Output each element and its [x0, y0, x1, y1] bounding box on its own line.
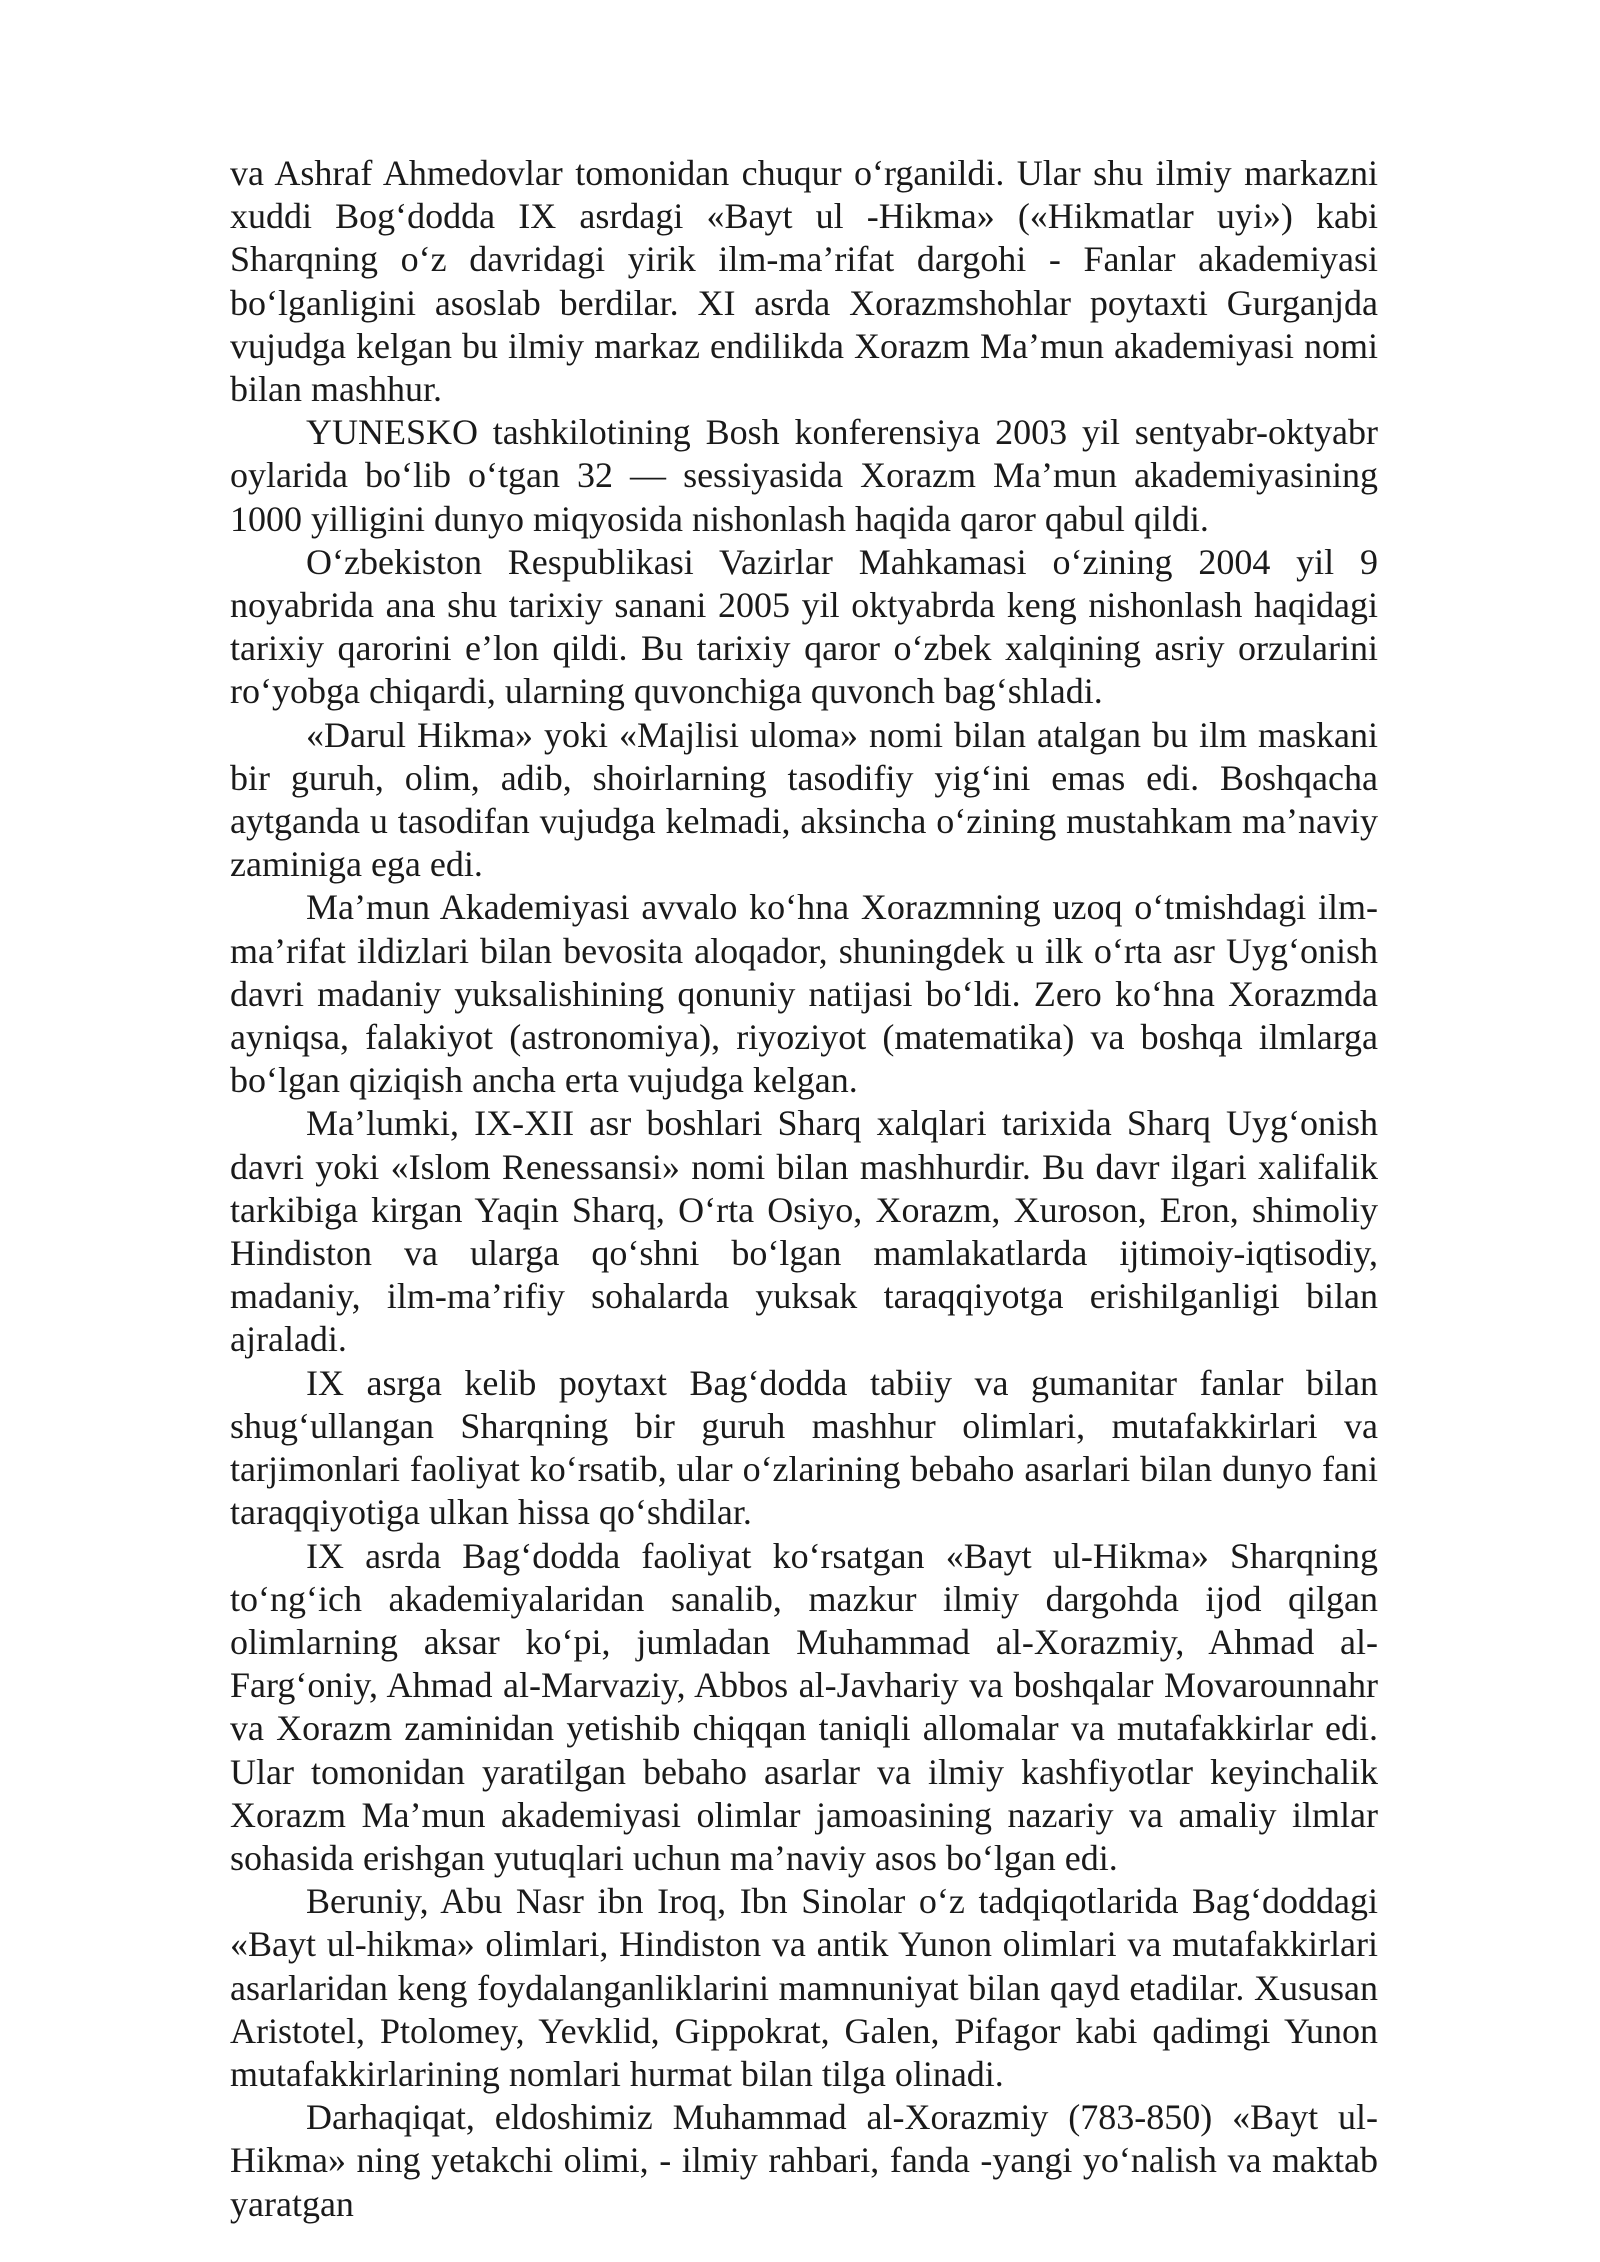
paragraph-cabinet-decree: O‘zbekiston Respublikasi Vazirlar Mahkamasi o‘zining 2004 yil 9 noyabrida ana shu tarixiy sanani 2005 yil oktyabrda keng nishonlash haqidagi tarixiy qarorini e’lon qildi. Bu tarixiy qaror o‘zbek xalqining asriy orzularini ro‘yobga chiqardi, ularning quvonchiga quvonch bag‘shladi. — [230, 541, 1378, 712]
paragraph-unesco: YUNESKO tashkilotining Bosh konferensiya 2003 yil sentyabr-oktyabr oylarida bo‘lib o‘tgan 32 — sessiyasida Xorazm Ma’mun akademiyasining 1000 yilligini dunyo miqyosida nishonlash haqida qaror qabul qildi. — [230, 412, 1378, 539]
document-body — [230, 152, 1378, 2226]
paragraph-continuation: va Ashraf Ahmedovlar tomonidan chuqur o‘rganildi. Ular shu ilmiy markazni xuddi Bog‘dodda IX asrdagi «Bayt ul -Hikma» («Hikmatlar uyi») kabi Sharqning o‘z davridagi yirik ilm-ma’rifat dargohi - Fanlar akademiyasi bo‘lganligini asoslab berdilar. XI asrda Xorazmshohlar poytaxti Gurganjda vujudga kelgan bu ilmiy markaz endilikda Xorazm Ma’mun akademiyasi nomi bilan mashhur. — [230, 153, 1378, 410]
paragraph-xorazmiy: Darhaqiqat, eldoshimiz Muhammad al-Xorazmiy (783-850) «Bayt ul-Hikma» ning yetakchi olimi, - ilmiy rahbari, fanda -yangi yo‘nalish va maktab yaratgan — [230, 2097, 1378, 2224]
paragraph-darul-hikma: «Darul Hikma» yoki «Majlisi uloma» nomi bilan atalgan bu ilm maskani bir guruh, olim, adib, shoirlarning tasodifiy yig‘ini emas edi. Boshqacha aytganda u tasodifan vujudga kelmadi, aksincha o‘zining mustahkam ma’naviy zaminiga ega edi. — [230, 714, 1378, 885]
paragraph-mamun-academy: Ma’mun Akademiyasi avvalo ko‘hna Xorazmning uzoq o‘tmishdagi ilm-ma’rifat ildizlari bilan bevosita aloqador, shuningdek u ilk o‘rta asr Uyg‘onish davri madaniy yuksalishining qonuniy natijasi bo‘ldi. Zero ko‘hna Xorazmda ayniqsa, falakiyot (astronomiya), riyoziyot (matematika) va boshqa ilmlarga bo‘lgan qiziqish ancha erta vujudga kelgan. — [230, 887, 1378, 1101]
paragraph-baghdad-scholars: IX asrga kelib poytaxt Bag‘dodda tabiiy va gumanitar fanlar bilan shug‘ullangan Sharqning bir guruh mashhur olimlari, mutafakkirlari va tarjimonlari faoliyat ko‘rsatib, ular o‘zlarining bebaho asarlari bilan dunyo fani taraqqiyotiga ulkan hissa qo‘shdilar. — [230, 1362, 1378, 1533]
paragraph-beruniy: Beruniy, Abu Nasr ibn Iroq, Ibn Sinolar o‘z tadqiqotlarida Bag‘doddagi «Bayt ul-hikma» olimlari, Hindiston va antik Yunon olimlari va mutafakkirlari asarlaridan keng foydalanganliklarini mamnuniyat bilan qayd etadilar. Xususan Aristotel, Ptolomey, Yevklid, Gippokrat, Galen, Pifagor kabi qadimgi Yunon mutafakkirlarining nomlari hurmat bilan tilga olinadi. — [230, 1881, 1378, 2094]
paragraph-renaissance: Ma’lumki, IX-XII asr boshlari Sharq xalqlari tarixida Sharq Uyg‘onish davri yoki «Islom Renessansi» nomi bilan mashhurdir. Bu davr ilgari xalifalik tarkibiga kirgan Yaqin Sharq, O‘rta Osiyo, Xorazm, Xuroson, Eron, shimoliy Hindiston va ularga qo‘shni bo‘lgan mamlakatlarda ijtimoiy-iqtisodiy, madaniy, ilm-ma’rifiy sohalarda yuksak taraqqiyotga erishilganligi bilan ajraladi. — [230, 1103, 1378, 1360]
paragraph-bayt-ul-hikma: IX asrda Bag‘dodda faoliyat ko‘rsatgan «Bayt ul-Hikma» Sharqning to‘ng‘ich akademiyalaridan sanalib, mazkur ilmiy dargohda ijod qilgan olimlarning aksar ko‘pi, jumladan Muhammad al-Xorazmiy, Ahmad al-Farg‘oniy, Ahmad al-Marvaziy, Abbos al-Javhariy va boshqalar Movarounnahr va Xorazm zaminidan yetishib chiqqan taniqli allomalar va mutafakkirlar edi. Ular tomonidan yaratilgan bebaho asarlar va ilmiy kashfiyotlar keyinchalik Xorazm Ma’mun akademiyasi olimlar jamoasining nazariy va amaliy ilmlar sohasida erishgan yutuqlari uchun ma’naviy asos bo‘lgan edi. — [230, 1535, 1378, 1878]
